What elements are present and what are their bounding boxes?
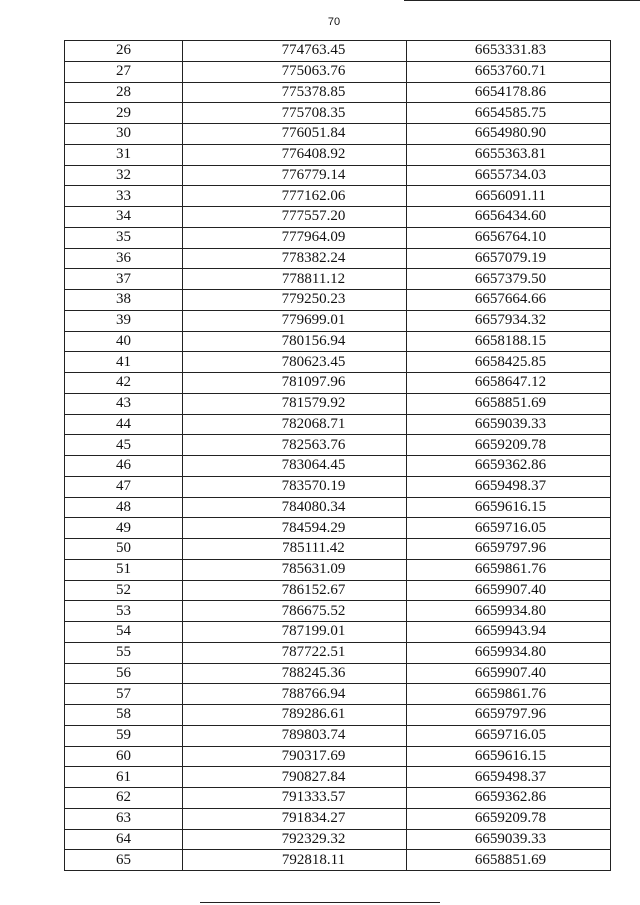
table-row xyxy=(65,829,611,850)
point-number-cell: 48 xyxy=(65,497,183,518)
point-number-cell: 45 xyxy=(65,435,183,456)
y-coordinate-cell: 6657934.32 xyxy=(407,310,611,331)
y-coordinate-cell: 6654178.86 xyxy=(407,82,611,103)
point-number-cell: 58 xyxy=(65,705,183,726)
table-row xyxy=(65,41,611,62)
table-row xyxy=(65,373,611,394)
y-coordinate-cell: 6659907.40 xyxy=(407,663,611,684)
point-number-cell: 59 xyxy=(65,725,183,746)
table-row xyxy=(65,352,611,373)
y-coordinate-cell: 6658425.85 xyxy=(407,352,611,373)
x-coordinate-cell: 785111.42 xyxy=(183,539,407,560)
point-number-cell: 30 xyxy=(65,124,183,145)
point-number-cell: 29 xyxy=(65,103,183,124)
point-number-cell: 39 xyxy=(65,310,183,331)
table-row xyxy=(65,144,611,165)
point-number-cell: 62 xyxy=(65,788,183,809)
y-coordinate-cell: 6659616.15 xyxy=(407,497,611,518)
y-coordinate-cell: 6654980.90 xyxy=(407,124,611,145)
coordinates-table xyxy=(64,40,611,871)
point-number-cell: 64 xyxy=(65,829,183,850)
point-number-cell: 37 xyxy=(65,269,183,290)
table-row xyxy=(65,456,611,477)
x-coordinate-cell: 775063.76 xyxy=(183,61,407,82)
point-number-cell: 50 xyxy=(65,539,183,560)
point-number-cell: 28 xyxy=(65,82,183,103)
coordinates-table-body xyxy=(65,41,611,871)
x-coordinate-cell: 775378.85 xyxy=(183,82,407,103)
y-coordinate-cell: 6657664.66 xyxy=(407,290,611,311)
point-number-cell: 38 xyxy=(65,290,183,311)
point-number-cell: 63 xyxy=(65,808,183,829)
y-coordinate-cell: 6659209.78 xyxy=(407,435,611,456)
x-coordinate-cell: 777557.20 xyxy=(183,207,407,228)
x-coordinate-cell: 789286.61 xyxy=(183,705,407,726)
table-row xyxy=(65,663,611,684)
x-coordinate-cell: 788766.94 xyxy=(183,684,407,705)
x-coordinate-cell: 792329.32 xyxy=(183,829,407,850)
y-coordinate-cell: 6659362.86 xyxy=(407,788,611,809)
table-row xyxy=(65,725,611,746)
table-row xyxy=(65,622,611,643)
x-coordinate-cell: 786152.67 xyxy=(183,580,407,601)
table-row xyxy=(65,767,611,788)
x-coordinate-cell: 780156.94 xyxy=(183,331,407,352)
x-coordinate-cell: 788245.36 xyxy=(183,663,407,684)
x-coordinate-cell: 786675.52 xyxy=(183,601,407,622)
x-coordinate-cell: 779699.01 xyxy=(183,310,407,331)
y-coordinate-cell: 6659039.33 xyxy=(407,829,611,850)
x-coordinate-cell: 778382.24 xyxy=(183,248,407,269)
x-coordinate-cell: 787722.51 xyxy=(183,642,407,663)
point-number-cell: 52 xyxy=(65,580,183,601)
x-coordinate-cell: 775708.35 xyxy=(183,103,407,124)
point-number-cell: 36 xyxy=(65,248,183,269)
table-row xyxy=(65,331,611,352)
point-number-cell: 54 xyxy=(65,622,183,643)
table-row xyxy=(65,476,611,497)
y-coordinate-cell: 6659934.80 xyxy=(407,642,611,663)
y-coordinate-cell: 6659616.15 xyxy=(407,746,611,767)
table-row xyxy=(65,580,611,601)
table-row xyxy=(65,290,611,311)
x-coordinate-cell: 790317.69 xyxy=(183,746,407,767)
y-coordinate-cell: 6659498.37 xyxy=(407,767,611,788)
table-row xyxy=(65,310,611,331)
point-number-cell: 33 xyxy=(65,186,183,207)
y-coordinate-cell: 6653331.83 xyxy=(407,41,611,62)
table-row xyxy=(65,393,611,414)
x-coordinate-cell: 784080.34 xyxy=(183,497,407,518)
table-row xyxy=(65,186,611,207)
table-row xyxy=(65,82,611,103)
table-row xyxy=(65,269,611,290)
table-row xyxy=(65,207,611,228)
y-coordinate-cell: 6659362.86 xyxy=(407,456,611,477)
y-coordinate-cell: 6659039.33 xyxy=(407,414,611,435)
y-coordinate-cell: 6658851.69 xyxy=(407,393,611,414)
table-row xyxy=(65,165,611,186)
y-coordinate-cell: 6653760.71 xyxy=(407,61,611,82)
x-coordinate-cell: 776408.92 xyxy=(183,144,407,165)
y-coordinate-cell: 6655734.03 xyxy=(407,165,611,186)
x-coordinate-cell: 782068.71 xyxy=(183,414,407,435)
table-row xyxy=(65,103,611,124)
x-coordinate-cell: 780623.45 xyxy=(183,352,407,373)
table-row xyxy=(65,850,611,871)
x-coordinate-cell: 791333.57 xyxy=(183,788,407,809)
table-row xyxy=(65,248,611,269)
point-number-cell: 43 xyxy=(65,393,183,414)
x-coordinate-cell: 781097.96 xyxy=(183,373,407,394)
y-coordinate-cell: 6659861.76 xyxy=(407,684,611,705)
x-coordinate-cell: 791834.27 xyxy=(183,808,407,829)
x-coordinate-cell: 792818.11 xyxy=(183,850,407,871)
y-coordinate-cell: 6659716.05 xyxy=(407,725,611,746)
point-number-cell: 53 xyxy=(65,601,183,622)
table-row xyxy=(65,435,611,456)
point-number-cell: 61 xyxy=(65,767,183,788)
table-row xyxy=(65,642,611,663)
x-coordinate-cell: 782563.76 xyxy=(183,435,407,456)
page-number: 70 xyxy=(327,16,341,28)
y-coordinate-cell: 6659943.94 xyxy=(407,622,611,643)
y-coordinate-cell: 6655363.81 xyxy=(407,144,611,165)
x-coordinate-cell: 784594.29 xyxy=(183,518,407,539)
y-coordinate-cell: 6658647.12 xyxy=(407,373,611,394)
point-number-cell: 34 xyxy=(65,207,183,228)
table-row xyxy=(65,746,611,767)
y-coordinate-cell: 6658851.69 xyxy=(407,850,611,871)
point-number-cell: 42 xyxy=(65,373,183,394)
x-coordinate-cell: 774763.45 xyxy=(183,41,407,62)
y-coordinate-cell: 6659797.96 xyxy=(407,539,611,560)
y-coordinate-cell: 6659907.40 xyxy=(407,580,611,601)
point-number-cell: 51 xyxy=(65,559,183,580)
x-coordinate-cell: 790827.84 xyxy=(183,767,407,788)
table-row xyxy=(65,227,611,248)
point-number-cell: 27 xyxy=(65,61,183,82)
x-coordinate-cell: 777162.06 xyxy=(183,186,407,207)
point-number-cell: 46 xyxy=(65,456,183,477)
point-number-cell: 47 xyxy=(65,476,183,497)
point-number-cell: 41 xyxy=(65,352,183,373)
table-row xyxy=(65,518,611,539)
y-coordinate-cell: 6654585.75 xyxy=(407,103,611,124)
table-row xyxy=(65,61,611,82)
table-row xyxy=(65,684,611,705)
point-number-cell: 44 xyxy=(65,414,183,435)
point-number-cell: 32 xyxy=(65,165,183,186)
x-coordinate-cell: 789803.74 xyxy=(183,725,407,746)
y-coordinate-cell: 6659797.96 xyxy=(407,705,611,726)
table-row xyxy=(65,559,611,580)
bottom-edge-line xyxy=(200,902,440,903)
point-number-cell: 40 xyxy=(65,331,183,352)
x-coordinate-cell: 776779.14 xyxy=(183,165,407,186)
point-number-cell: 55 xyxy=(65,642,183,663)
x-coordinate-cell: 776051.84 xyxy=(183,124,407,145)
x-coordinate-cell: 787199.01 xyxy=(183,622,407,643)
x-coordinate-cell: 783064.45 xyxy=(183,456,407,477)
table-row xyxy=(65,539,611,560)
point-number-cell: 65 xyxy=(65,850,183,871)
y-coordinate-cell: 6659716.05 xyxy=(407,518,611,539)
point-number-cell: 31 xyxy=(65,144,183,165)
x-coordinate-cell: 777964.09 xyxy=(183,227,407,248)
table-row xyxy=(65,788,611,809)
y-coordinate-cell: 6656434.60 xyxy=(407,207,611,228)
x-coordinate-cell: 785631.09 xyxy=(183,559,407,580)
table-row xyxy=(65,808,611,829)
table-row xyxy=(65,414,611,435)
y-coordinate-cell: 6658188.15 xyxy=(407,331,611,352)
x-coordinate-cell: 783570.19 xyxy=(183,476,407,497)
y-coordinate-cell: 6656764.10 xyxy=(407,227,611,248)
y-coordinate-cell: 6659934.80 xyxy=(407,601,611,622)
point-number-cell: 49 xyxy=(65,518,183,539)
table-row xyxy=(65,601,611,622)
point-number-cell: 26 xyxy=(65,41,183,62)
y-coordinate-cell: 6657079.19 xyxy=(407,248,611,269)
point-number-cell: 60 xyxy=(65,746,183,767)
table-row xyxy=(65,705,611,726)
point-number-cell: 35 xyxy=(65,227,183,248)
y-coordinate-cell: 6656091.11 xyxy=(407,186,611,207)
table-row xyxy=(65,124,611,145)
y-coordinate-cell: 6659861.76 xyxy=(407,559,611,580)
y-coordinate-cell: 6657379.50 xyxy=(407,269,611,290)
point-number-cell: 56 xyxy=(65,663,183,684)
x-coordinate-cell: 778811.12 xyxy=(183,269,407,290)
y-coordinate-cell: 6659209.78 xyxy=(407,808,611,829)
y-coordinate-cell: 6659498.37 xyxy=(407,476,611,497)
table-row xyxy=(65,497,611,518)
top-edge-line xyxy=(404,0,640,1)
point-number-cell: 57 xyxy=(65,684,183,705)
x-coordinate-cell: 781579.92 xyxy=(183,393,407,414)
x-coordinate-cell: 779250.23 xyxy=(183,290,407,311)
